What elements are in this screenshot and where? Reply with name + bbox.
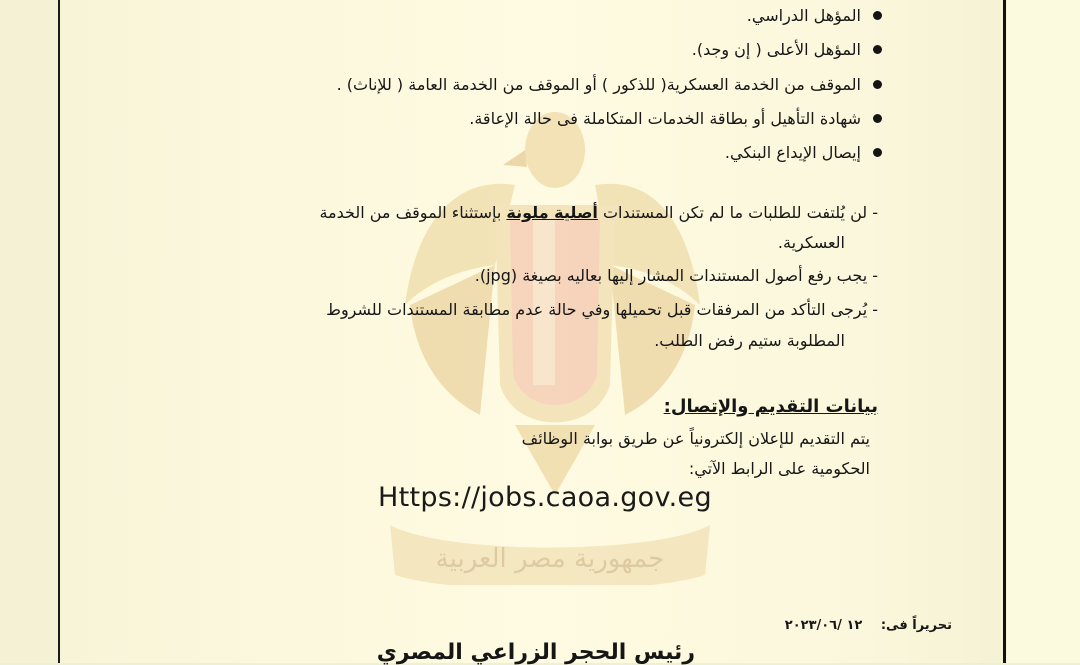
note-text: - لن يُلتفت للطلبات ما لم تكن المستندات <box>597 203 878 222</box>
bullet-icon <box>873 45 882 54</box>
signature-title: رئيس الحجر الزراعي المصري <box>376 640 695 665</box>
application-text: يتم التقديم للإعلان إلكترونياً عن طريق بوابة الوظائف <box>521 429 870 448</box>
requirement-text: شهادة التأهيل أو بطاقة الخدمات المتكاملة فى حالة الإعاقة. <box>469 109 861 128</box>
requirement-text: الموقف من الخدمة العسكرية( للذكور ) أو الموقف من الخدمة العامة ( للإناث) . <box>336 75 861 94</box>
list-item <box>337 75 882 94</box>
note-original-documents <box>319 203 878 222</box>
note-jpg-format: - يجب رفع أصول المستندات المشار إليها بعاليه بصيغة (jpg). <box>474 266 878 285</box>
date-label: تحريراً فى: <box>880 618 952 633</box>
jobs-portal-link[interactable]: Https://jobs.caoa.gov.eg <box>378 482 712 513</box>
note-attachments: - يُرجى التأكد من المرفقات قبل تحميلها وفي حالة عدم مطابقة المستندات للشروط <box>326 300 878 319</box>
note-continuation: المطلوبة ستيم رفض الطلب. <box>654 331 845 350</box>
note-text: بإستثناء الموقف من الخدمة <box>319 203 507 222</box>
section-heading: بيانات التقديم والإتصال: <box>663 396 878 417</box>
date-value: ١٢ /٢٠٢٣/٠٦ <box>784 618 863 633</box>
right-border-line <box>1003 0 1006 663</box>
emphasis-original-colored: أصلية ملونة <box>506 203 598 222</box>
requirement-text: إيصال الإيداع البنكي. <box>724 143 861 162</box>
application-text: الحكومية على الرابط الآتي: <box>688 459 870 478</box>
left-border-line <box>58 0 60 663</box>
list-item <box>692 40 882 59</box>
date-line <box>785 618 952 633</box>
left-margin <box>0 0 58 663</box>
list-item <box>725 143 882 162</box>
right-margin <box>1007 0 1080 663</box>
requirement-text: المؤهل الدراسي. <box>746 6 861 25</box>
note-continuation: العسكرية. <box>777 233 845 252</box>
bullet-icon <box>873 148 882 157</box>
bullet-icon <box>873 114 882 123</box>
bullet-icon <box>873 11 882 20</box>
requirement-text: المؤهل الأعلى ( إن وجد). <box>691 40 861 59</box>
list-item <box>747 6 882 25</box>
list-item <box>469 109 882 128</box>
bullet-icon <box>873 80 882 89</box>
watermark-caption: جمهورية مصر العربية <box>435 544 665 574</box>
